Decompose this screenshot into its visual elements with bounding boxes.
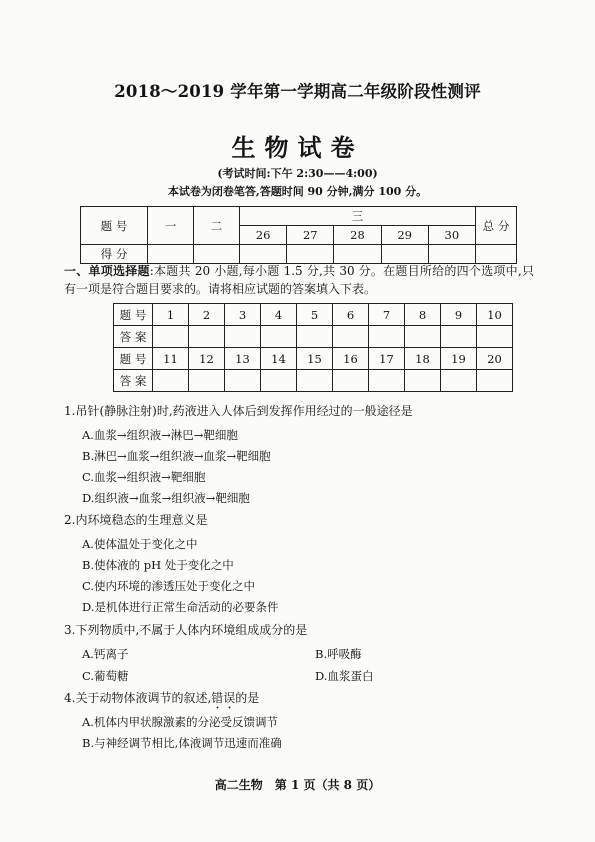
question-number-cell: 29 [381,226,428,245]
score-cell [476,245,517,264]
question-number-cell: 17 [369,348,405,370]
question-number-cell: 13 [225,348,261,370]
question-number-cell: 4 [261,304,297,326]
question-1-option-c: C.血浆→组织液→靶细胞 [82,470,206,484]
answer-cell [441,326,477,348]
score-cell [148,245,194,264]
part-two-header: 二 [194,207,240,245]
question-number-cell: 10 [477,304,513,326]
question-number-cell: 12 [189,348,225,370]
answer-row-label: 答 案 [114,326,153,348]
question-number-cell: 1 [153,304,189,326]
answer-cell [369,370,405,392]
score-cell [428,245,475,264]
answer-cell [297,370,333,392]
score-cell [287,245,334,264]
question-2-stem: 2.内环境稳态的生理意义是 [64,513,208,527]
question-2-option-b: B.使体液的 pH 处于变化之中 [82,558,234,572]
score-cell [194,245,240,264]
total-header: 总 分 [476,207,517,245]
score-row-label: 题 号 [81,207,148,245]
answer-table [113,303,513,392]
score-row-label: 得 分 [81,245,148,264]
question-number-cell: 15 [297,348,333,370]
answer-cell [225,326,261,348]
answer-cell [225,370,261,392]
question-number-cell: 6 [333,304,369,326]
answer-row-label: 答 案 [114,370,153,392]
question-2-option-d: D.是机体进行正常生命活动的必要条件 [82,600,279,614]
answer-cell [369,326,405,348]
question-number-cell: 9 [441,304,477,326]
question-3-option-a: A.钙离子 [82,647,129,661]
question-number-cell: 20 [477,348,513,370]
section-heading: 一、单项选择题 [64,264,150,278]
question-number-cell: 19 [441,348,477,370]
answer-cell [153,326,189,348]
answer-cell [261,326,297,348]
question-3-stem: 3.下列物质中,不属于人体内环境组成成分的是 [64,623,308,637]
question-number-cell: 3 [225,304,261,326]
question-number-cell: 30 [428,226,475,245]
score-table [80,206,517,264]
question-1-stem: 1.吊针(静脉注射)时,药液进入人体后到发挥作用经过的一般途径是 [64,404,413,418]
question-4-stem-emphasis: 错误 [211,691,236,705]
answer-cell [189,326,225,348]
question-2-option-c: C.使内环境的渗透压处于变化之中 [82,579,256,593]
question-number-cell: 7 [369,304,405,326]
question-3-option-d: D.血浆蛋白 [315,669,374,683]
score-cell [381,245,428,264]
exam-rules: 本试卷为闭卷笔答,答题时间 90 分钟,满分 100 分。 [167,185,428,198]
answer-cell [477,326,513,348]
answer-cell [297,326,333,348]
question-number-cell: 28 [334,226,381,245]
question-1-option-d: D.组织液→血浆→组织液→靶细胞 [82,491,250,505]
question-number-cell: 18 [405,348,441,370]
question-4-stem-prefix: 4.关于动物体液调节的叙述, [64,691,212,705]
answer-cell [405,370,441,392]
answer-cell [405,326,441,348]
answer-cell [189,370,225,392]
exam-title: 2018～2019 学年第一学期高二年级阶段性测评 [114,82,481,101]
answer-cell [333,370,369,392]
answer-cell [441,370,477,392]
answer-row-label: 题 号 [114,304,153,326]
question-number-cell: 8 [405,304,441,326]
question-4-option-a: A.机体内甲状腺激素的分泌受反馈调节 [82,715,278,729]
answer-cell [261,370,297,392]
question-1-option-a: A.血浆→组织液→淋巴→靶细胞 [82,428,238,442]
question-number-cell: 26 [240,226,287,245]
exam-time: (考试时间:下午 2:30——4:00) [217,167,378,180]
page-footer: 高二生物 第 1 页（共 8 页） [214,778,381,792]
question-number-cell: 14 [261,348,297,370]
question-number-cell: 5 [297,304,333,326]
answer-cell [153,370,189,392]
answer-cell [477,370,513,392]
question-number-cell: 16 [333,348,369,370]
part-one-header: 一 [148,207,194,245]
question-4-stem-suffix: 的是 [235,691,260,705]
question-1-option-b: B.淋巴→血浆→组织液→血浆→靶细胞 [82,449,271,463]
question-4-option-b: B.与神经调节相比,体液调节迅速而准确 [82,736,282,750]
score-cell [334,245,381,264]
answer-cell [333,326,369,348]
question-4-stem [64,690,259,712]
part-three-header: 三 [240,207,476,226]
question-number-cell: 11 [153,348,189,370]
section-text: :本题共 20 小题,每小题 1.5 分,共 30 分。在题目所给的四个选项中,只有一项是符合题目要求的。请将相应试题的答案填入下表。 [64,264,534,296]
question-number-cell: 2 [189,304,225,326]
subject-title: 生物试卷 [231,133,364,162]
section-one-instructions [64,262,534,298]
question-3-option-b: B.呼吸酶 [315,647,362,661]
score-cell [240,245,287,264]
question-number-cell: 27 [287,226,334,245]
answer-row-label: 题 号 [114,348,153,370]
question-3-option-c: C.葡萄糖 [82,669,129,683]
question-2-option-a: A.使体温处于变化之中 [82,537,198,551]
